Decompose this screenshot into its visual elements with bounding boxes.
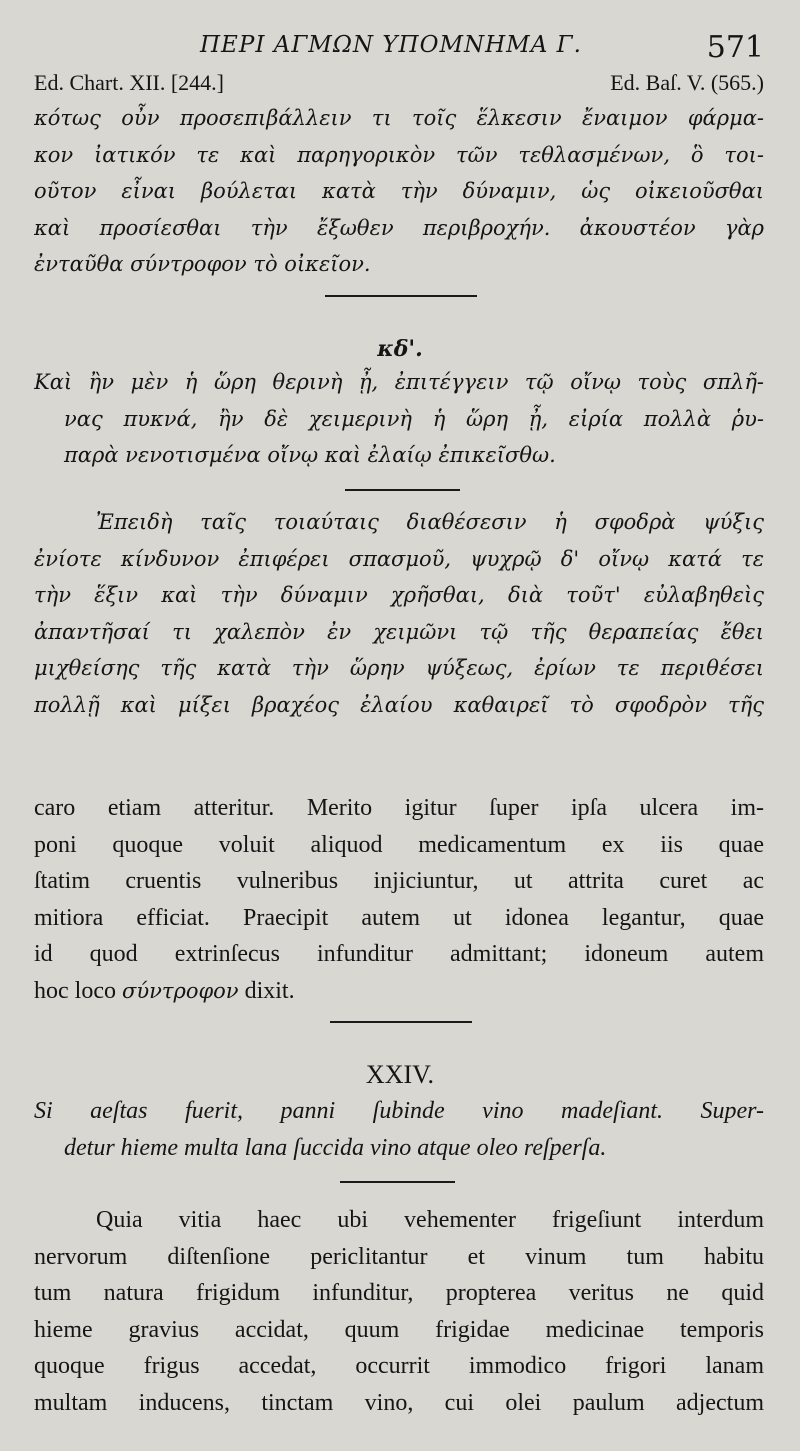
greek-commentary-bottom: [34, 504, 764, 724]
latin-section-number: XXIV.: [365, 1060, 435, 1089]
text-line: ſtatim cruentis vulneribus injiciuntur, ut attrita curet ac: [34, 868, 764, 895]
text-line: caro etiam atteritur. Merito igitur ſuper ipſa ulcera im-: [34, 795, 764, 821]
text-line: quoque frigus accedat, occurrit immodico frigori lanam: [34, 1353, 764, 1380]
text-line: καὶ προσίεσθαι τὴν ἔξωθεν περιβροχήν. ἀκουστέον γὰρ: [34, 215, 764, 240]
text-line: πολλῇ καὶ μίξει βραχέος ἐλαίου καθαιρεῖ τὸ σφοδρὸν τῆς: [34, 692, 764, 717]
text-line: tum natura frigidum infunditur, propterea veritus ne quid: [34, 1280, 764, 1307]
running-title: ΠΕΡΙ ΑΓΜΩΝ ΥΠΟΜΝΗΜΑ Γ.: [200, 32, 582, 58]
text-line: ἐνταῦθα σύντροφον τὸ οἰκεῖον.: [34, 252, 371, 277]
section-divider: [345, 489, 460, 491]
text-line: μιχθείσης τῆς κατὰ τὴν ὥρην ψύξεως, ἐρίων τε περιθέσει: [34, 656, 764, 681]
text-line: νας πυκνά, ἢν δὲ χειμερινὴ ἡ ὥρη ᾖ, εἰρία πολλὰ ῥυ-: [64, 406, 764, 431]
greek-section-number: κδ'.: [377, 336, 423, 362]
text-line: mitiora efficiat. Praecipit autem ut idonea legantur, quae: [34, 904, 764, 931]
edition-references: [34, 70, 764, 98]
text-line: id quod extrinſecus infunditur admittant; idoneum autem: [34, 941, 764, 968]
greek-word: σύντροφον: [121, 978, 239, 1003]
section-divider: [340, 1181, 455, 1183]
text-line: nervorum diſtenſione periclitantur et vinum tum habitu: [34, 1243, 764, 1270]
text-line: παρὰ νενοτισμένα οἴνῳ καὶ ἐλαίῳ ἐπικεῖσθω.: [64, 443, 556, 468]
text-run: hoc loco: [34, 977, 122, 1004]
text-line: [34, 973, 764, 1010]
text-run: dixit.: [238, 977, 295, 1004]
text-line: Ἐπειδὴ ταῖς τοιαύταις διαθέσεσιν ἡ σφοδρὰ ψύξις: [96, 510, 764, 534]
section-divider: [330, 1021, 472, 1023]
text-line: κότως οὖν προσεπιβάλλειν τι τοῖς ἕλκεσιν ἔναιμον φάρμα-: [34, 106, 764, 130]
latin-commentary-top: [34, 790, 764, 1010]
text-line: hieme gravius accidat, quum frigidae medicinae temporis: [34, 1316, 764, 1343]
latin-commentary-bottom: [34, 1202, 764, 1422]
greek-commentary-top: [34, 100, 764, 283]
latin-aphorism: [34, 1093, 764, 1166]
text-line: Quia vitia haec ubi vehementer frigeſiunt interdum: [96, 1207, 764, 1233]
text-line: Καὶ ἢν μὲν ἡ ὥρη θερινὴ ᾖ, ἐπιτέγγειν τῷ οἴνῳ τοὺς σπλῆ-: [34, 370, 764, 394]
text-line: ἀπαντῆσαί τι χαλεπὸν ἐν χειμῶνι τῷ τῆς θεραπείας ἔθει: [34, 619, 764, 644]
text-line: detur hieme multa lana ſuccida vino atque oleo reſperſa.: [64, 1134, 607, 1161]
greek-aphorism: [34, 364, 764, 474]
text-line: ἐνίοτε κίνδυνον ἐπιφέρει σπασμοῦ, ψυχρῷ δ' οἴνῳ κατά τε: [34, 546, 764, 571]
text-line: poni quoque voluit aliquod medicamentum ex iis quae: [34, 831, 764, 858]
page-number: 571: [706, 30, 764, 65]
section-divider: [325, 295, 477, 297]
edition-basel-reference: Ed. Baſ. V. (565.): [610, 70, 764, 95]
edition-chart-reference: Ed. Chart. XII. [244.]: [34, 70, 225, 95]
text-line: Si aeſtas fuerit, panni ſubinde vino madeſiant. Super-: [34, 1098, 764, 1124]
text-line: κον ἰατικόν τε καὶ παρηγορικὸν τῶν τεθλασμένων, ὃ τοι-: [34, 142, 764, 167]
text-line: οῦτον εἶναι βούλεται κατὰ τὴν δύναμιν, ὡς οἰκειοῦσθαι: [34, 179, 764, 204]
text-line: τὴν ἕξιν καὶ τὴν δύναμιν χρῆσθαι, διὰ τοῦτ' εὐλαβηθεὶς: [34, 583, 764, 608]
text-line: multam inducens, tinctam vino, cui olei paulum adjectum: [34, 1389, 764, 1416]
running-head: [0, 30, 800, 64]
